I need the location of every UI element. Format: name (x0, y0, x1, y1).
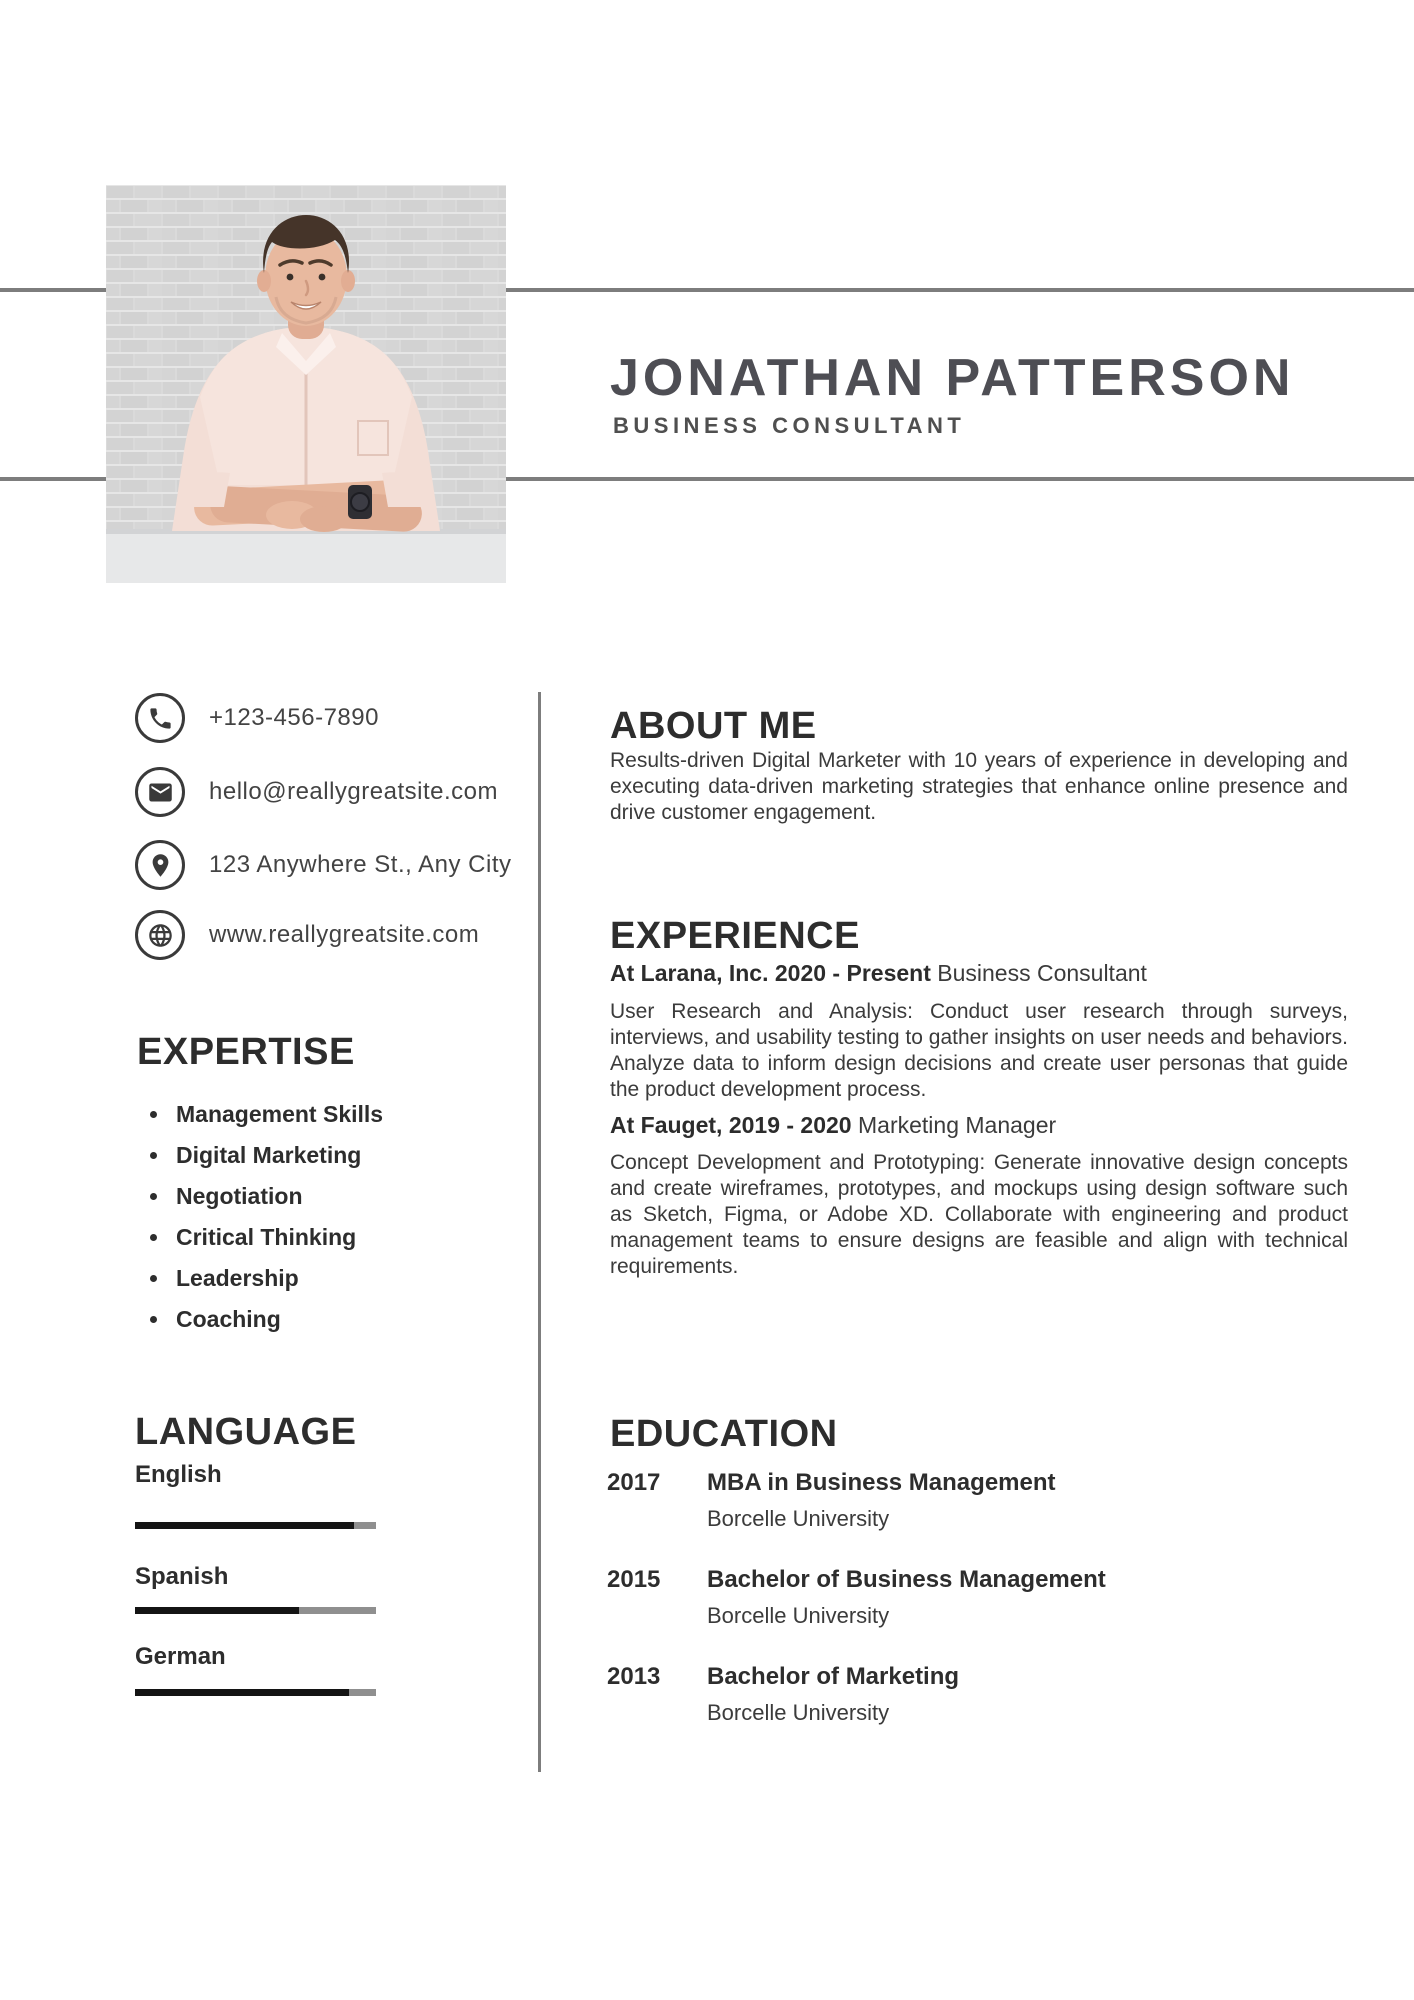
job-title-line (610, 1112, 1348, 1139)
expertise-item: Management Skills (150, 1094, 383, 1135)
education-heading: EDUCATION (610, 1413, 838, 1455)
education-school: Borcelle University (707, 1700, 890, 1725)
education-detail (707, 1663, 959, 1726)
contact-row-phone (135, 693, 379, 743)
job-description: User Research and Analysis: Conduct user research through surveys, interviews, and usability testing to gather insights on user needs and behaviors. Analyze data to inform design decisions and create user personas that guide the product development process. (610, 1000, 1348, 1101)
education-entry (607, 1469, 1348, 1532)
language-level-bar (135, 1689, 376, 1696)
job-company-period: At Larana, Inc. 2020 - Present (610, 960, 931, 986)
language-level-bar (135, 1607, 376, 1614)
website-icon (135, 910, 185, 960)
email-address: hello@reallygreatsite.com (209, 778, 498, 805)
phone-icon (135, 693, 185, 743)
expertise-item: Digital Marketing (150, 1135, 383, 1176)
education-entry (607, 1663, 1348, 1726)
education-detail (707, 1469, 1056, 1532)
experience-heading: EXPERIENCE (610, 915, 860, 957)
education-detail (707, 1566, 1106, 1629)
education-school: Borcelle University (707, 1603, 890, 1628)
contact-row-address (135, 840, 512, 890)
expertise-item: Critical Thinking (150, 1217, 383, 1258)
profile-photo (106, 185, 506, 583)
column-divider (538, 692, 541, 1772)
contact-row-website (135, 910, 479, 960)
language-heading: LANGUAGE (135, 1411, 357, 1453)
expertise-item: Coaching (150, 1299, 383, 1340)
job-role: Business Consultant (937, 960, 1147, 986)
education-year: 2017 (607, 1469, 661, 1496)
job-title-subtitle: BUSINESS CONSULTANT (613, 413, 966, 438)
language-level-bar (135, 1522, 376, 1529)
language-level-fill (135, 1607, 299, 1614)
page-title-name: JONATHAN PATTERSON (610, 349, 1295, 407)
phone-number: +123-456-7890 (209, 704, 379, 731)
education-entry (607, 1566, 1348, 1629)
language-level-fill (135, 1689, 349, 1696)
education-degree: Bachelor of Business Management (707, 1566, 1106, 1593)
job-company-period: At Fauget, 2019 - 2020 (610, 1112, 852, 1138)
location-icon (135, 840, 185, 890)
education-school: Borcelle University (707, 1506, 890, 1531)
expertise-item: Leadership (150, 1258, 383, 1299)
contact-row-email (135, 767, 498, 817)
job-description: Concept Development and Prototyping: Generate innovative design concepts and create wireframes, prototypes, and mockups using design software such as Sketch, Figma, or Adobe XD. Collaborate with engineering and product management teams to ensure designs are feasible and align with technical requirements. (610, 1151, 1348, 1278)
education-year: 2013 (607, 1663, 661, 1690)
education-year: 2015 (607, 1566, 661, 1593)
job-role: Marketing Manager (858, 1112, 1057, 1138)
education-degree: MBA in Business Management (707, 1469, 1056, 1496)
expertise-heading: EXPERTISE (137, 1031, 355, 1073)
street-address: 123 Anywhere St., Any City (209, 851, 512, 878)
job-title-line (610, 960, 1348, 987)
language-name: English (135, 1461, 222, 1488)
email-icon (135, 767, 185, 817)
profile-photo-illustration (106, 185, 506, 583)
expertise-item: Negotiation (150, 1176, 383, 1217)
language-name: German (135, 1643, 226, 1670)
education-degree: Bachelor of Marketing (707, 1663, 960, 1690)
about-heading: ABOUT ME (610, 705, 817, 747)
language-level-fill (135, 1522, 354, 1529)
website-url: www.reallygreatsite.com (209, 921, 480, 948)
about-body-text: Results-driven Digital Marketer with 10 years of experience in developing and executing data-driven marketing strategies that enhance online presence and drive customer engagement. (610, 749, 1348, 824)
expertise-list (150, 1094, 383, 1340)
language-name: Spanish (135, 1563, 229, 1590)
